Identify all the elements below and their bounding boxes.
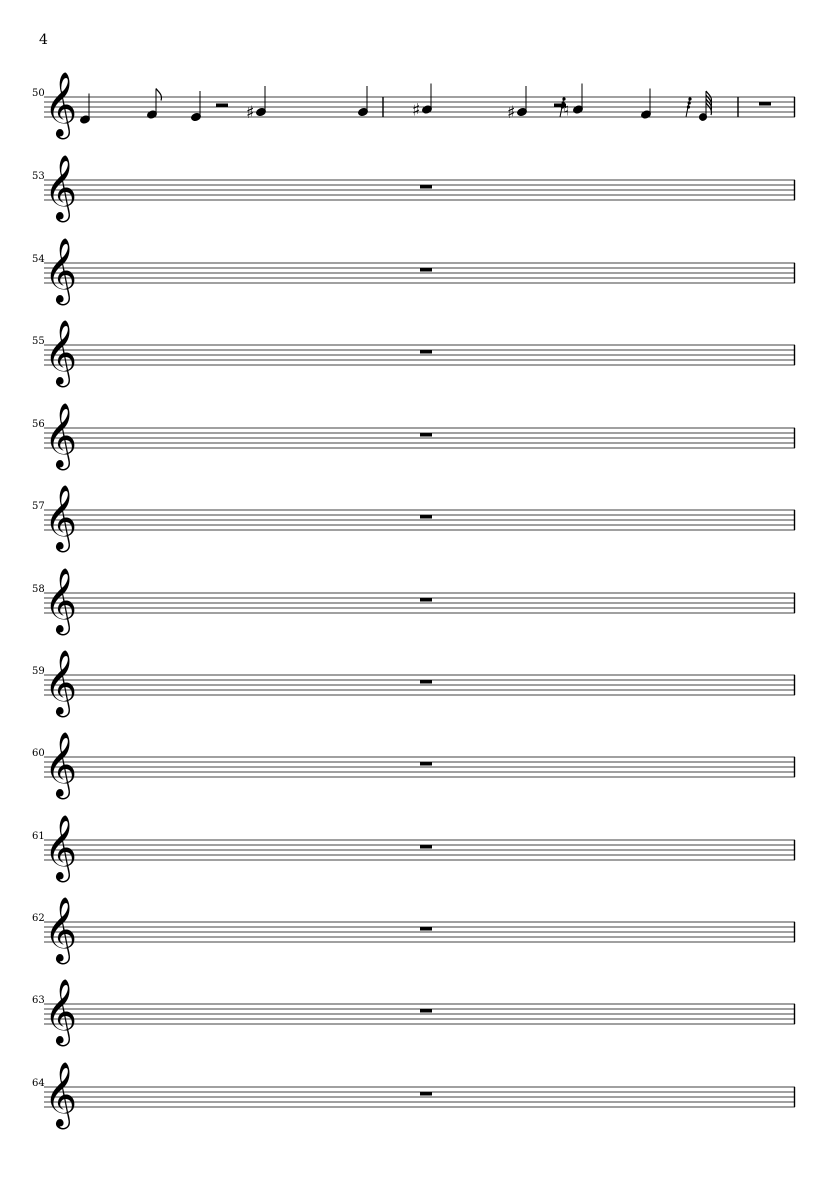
measure-number: 60 bbox=[32, 748, 45, 759]
staff-system bbox=[32, 155, 795, 222]
note bbox=[357, 86, 368, 117]
sharp-icon: ♯ bbox=[507, 103, 516, 123]
measure-number: 62 bbox=[32, 913, 45, 924]
staff-system bbox=[32, 650, 795, 717]
natural-icon: ♮ bbox=[563, 100, 570, 121]
whole-rest bbox=[420, 433, 432, 437]
whole-rest bbox=[420, 1009, 432, 1013]
rest-flag bbox=[688, 101, 691, 104]
measure-number: 63 bbox=[32, 995, 45, 1006]
flag bbox=[156, 89, 161, 101]
measure-number: 61 bbox=[32, 831, 45, 842]
note bbox=[79, 94, 90, 125]
staff-system bbox=[32, 815, 795, 882]
treble-clef-icon: 𝄞 bbox=[44, 815, 78, 880]
treble-clef-icon: 𝄞 bbox=[44, 155, 78, 220]
staff-system bbox=[32, 72, 795, 139]
measure-number: 56 bbox=[32, 419, 45, 430]
treble-clef-icon: 𝄞 bbox=[44, 650, 78, 715]
whole-rest bbox=[420, 1092, 432, 1096]
whole-rest bbox=[759, 102, 771, 106]
staff-system bbox=[32, 897, 795, 964]
treble-clef-icon: 𝄞 bbox=[44, 979, 78, 1044]
whole-rest bbox=[420, 515, 432, 519]
measure-number: 50 bbox=[32, 88, 45, 99]
measure-number: 53 bbox=[32, 171, 45, 182]
measure-number: 57 bbox=[32, 501, 45, 512]
treble-clef-icon: 𝄞 bbox=[44, 403, 78, 468]
measure-number: 54 bbox=[32, 254, 45, 265]
rest-flag bbox=[688, 97, 691, 100]
staff-system bbox=[32, 1062, 795, 1129]
whole-rest bbox=[420, 927, 432, 931]
treble-clef-icon: 𝄞 bbox=[44, 897, 78, 962]
whole-rest bbox=[420, 185, 432, 189]
whole-rest bbox=[420, 680, 432, 684]
rest-flag bbox=[687, 105, 690, 108]
measure-number: 58 bbox=[32, 584, 45, 595]
whole-rest bbox=[420, 350, 432, 354]
half-rest bbox=[216, 104, 228, 108]
staff-system bbox=[32, 403, 795, 470]
treble-clef-icon: 𝄞 bbox=[44, 732, 78, 797]
measure-number: 59 bbox=[32, 666, 45, 677]
treble-clef-icon: 𝄞 bbox=[44, 320, 78, 385]
measure-number: 64 bbox=[32, 1078, 45, 1089]
whole-rest bbox=[420, 598, 432, 602]
note bbox=[507, 86, 528, 123]
staff-system bbox=[32, 320, 795, 387]
staff-system bbox=[32, 568, 795, 635]
whole-rest bbox=[420, 268, 432, 272]
treble-clef-icon: 𝄞 bbox=[44, 568, 78, 633]
treble-clef-icon: 𝄞 bbox=[44, 72, 78, 137]
whole-rest bbox=[420, 762, 432, 766]
note bbox=[146, 89, 161, 120]
treble-clef-icon: 𝄞 bbox=[44, 485, 78, 550]
sharp-icon: ♯ bbox=[412, 100, 421, 121]
note bbox=[246, 86, 267, 123]
staff-system bbox=[32, 485, 795, 552]
sharp-icon: ♯ bbox=[246, 103, 255, 123]
note bbox=[640, 89, 651, 120]
treble-clef-icon: 𝄞 bbox=[44, 238, 78, 303]
whole-rest bbox=[420, 845, 432, 849]
note bbox=[190, 91, 201, 122]
staff-system bbox=[32, 238, 795, 305]
measure-number: 55 bbox=[32, 336, 45, 347]
staff-system bbox=[32, 732, 795, 799]
treble-clef-icon: 𝄞 bbox=[44, 1062, 78, 1127]
page-number: 4 bbox=[39, 32, 48, 48]
staff-system bbox=[32, 979, 795, 1046]
